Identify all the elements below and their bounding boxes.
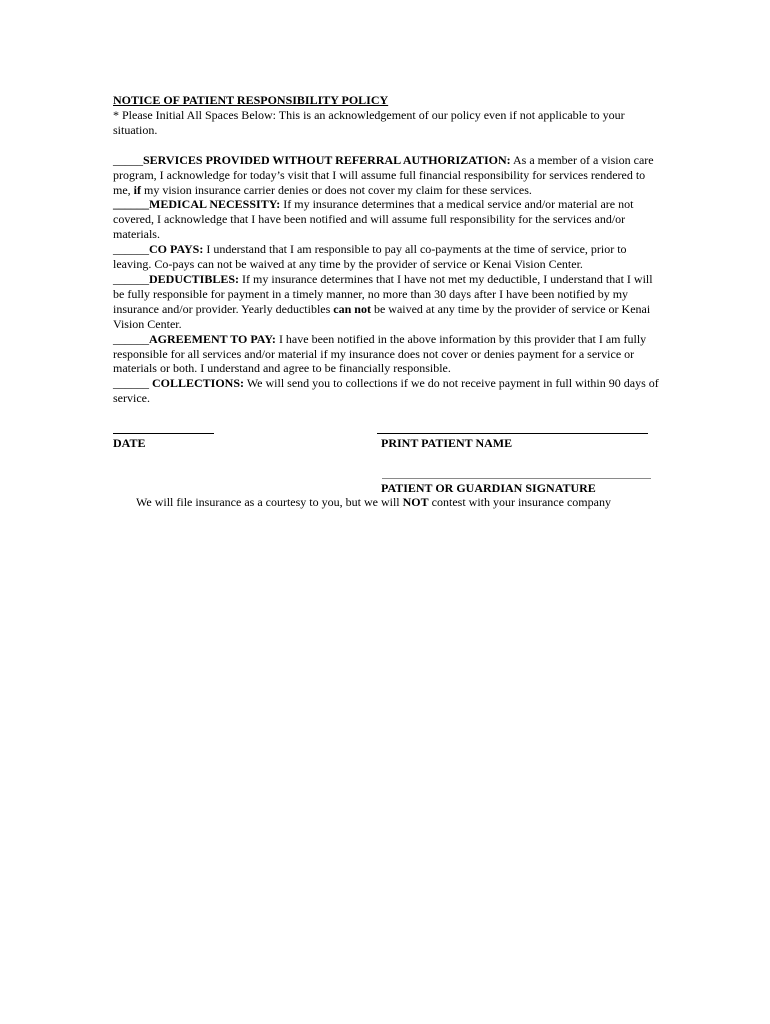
initial-blank-referral[interactable]: _____ (113, 152, 143, 167)
date-label: DATE (113, 436, 146, 450)
signature-line[interactable] (382, 478, 651, 479)
initial-blank-agreement[interactable]: ______ (113, 331, 149, 346)
policy-page: NOTICE OF PATIENT RESPONSIBILITY POLICY * Please Initial All Spaces Below: This is an acknowledgement of our policy even if not applicable to your situation. _____SERVICES PROVIDED WITHOUT REFERRAL AUTHORIZATION: As a member of a vision care program, I acknowledge for today’s visit that I will assume full financial responsibility for services rendered to me, if my vision insurance carrier denies or does not cover my claim for these services. ______MEDICAL NECESSITY: If my insurance determines that a medical service and/or material are not covered, I acknowledge that I have been notified and will assume full responsibility for the services and/or materials. ______CO PAYS: I understand that I am responsible to pay all co-payments at the time of service, prior to leaving. Co-pays can not be waived at any time by the provider of service or Kenai Vision Center. ______DEDUCTIBLES: If my insurance determines that I have not met my deductible, I understand that I will be fully responsible for payment in a timely manner, no more than 30 days after I have been notified by my insurance and/or provider. Yearly deductibles can not be waived at any time by the provider of service or Kenai Vision Center. ______AGREEMENT TO PAY: I have been notified in the above information by this provider that I am fully responsible for all services and/or material if my insurance does not cover or denies payment for a service or materials or both. I understand and agree to be financially responsible. ______ COLLECTIONS: We will send you to collections if we do not receive payment in full within 90 days of service. DATE PRINT PATIENT NAME PATIENT OR GUARDIAN SIGNATURE We will file insurance as a courtesy to you, but we will NOT contest with your insurance company (0, 0, 770, 1024)
heading-deductibles: DEDUCTIBLES: (149, 271, 240, 286)
initial-blank-deductibles[interactable]: ______ (113, 271, 149, 286)
heading-medical: MEDICAL NECESSITY: (149, 197, 281, 212)
item-medical-necessity: ______MEDICAL NECESSITY: If my insurance determines that a medical service and/or material are not covered, I acknowledge that I have been notified and will assume full responsibility for the services and/or materials. (113, 197, 634, 242)
print-name-line[interactable] (377, 433, 648, 434)
page-title: NOTICE OF PATIENT RESPONSIBILITY POLICY (113, 93, 389, 107)
heading-referral: SERVICES PROVIDED WITHOUT REFERRAL AUTHORIZATION: (143, 152, 511, 167)
policy-body (113, 93, 661, 406)
item-co-pays: ______CO PAYS: I understand that I am responsible to pay all co-payments at the time of service, prior to leaving. Co-pays can not be waived at any time by the provider of service or Kenai Vision Center. (113, 242, 627, 272)
initial-blank-medical[interactable]: ______ (113, 197, 149, 212)
print-name-label: PRINT PATIENT NAME (381, 436, 513, 450)
heading-agreement: AGREEMENT TO PAY: (149, 331, 276, 346)
signature-label: PATIENT OR GUARDIAN SIGNATURE (381, 481, 596, 495)
item-collections: ______ COLLECTIONS: We will send you to collections if we do not receive payment in full within 90 days of service. (113, 376, 659, 406)
item-deductibles: ______DEDUCTIBLES: If my insurance determines that I have not met my deductible, I understand that I will be fully responsible for payment in a timely manner, no more than 30 days after I have been notified by my insurance and/or provider. Yearly deductibles can not be waived at any time by the provider of service or Kenai Vision Center. (113, 271, 653, 331)
heading-collections: COLLECTIONS: (152, 376, 245, 391)
instruction-text: * Please Initial All Spaces Below: This is an acknowledgement of our policy even if not applicable to your situation. (113, 107, 625, 137)
date-line[interactable] (113, 433, 214, 434)
heading-copays: CO PAYS: (149, 242, 204, 257)
item-agreement-to-pay: ______AGREEMENT TO PAY: I have been notified in the above information by this provider that I am fully responsible for all services and/or material if my insurance does not cover or denies payment for a service or materials or both. I understand and agree to be financially responsible. (113, 331, 647, 376)
initial-blank-copays[interactable]: ______ (113, 242, 149, 257)
item-referral-authorization: _____SERVICES PROVIDED WITHOUT REFERRAL AUTHORIZATION: As a member of a vision care program, I acknowledge for today’s visit that I will assume full financial responsibility for services rendered to me, if my vision insurance carrier denies or does not cover my claim for these services. (113, 152, 654, 197)
initial-blank-collections[interactable]: ______ (113, 376, 152, 391)
